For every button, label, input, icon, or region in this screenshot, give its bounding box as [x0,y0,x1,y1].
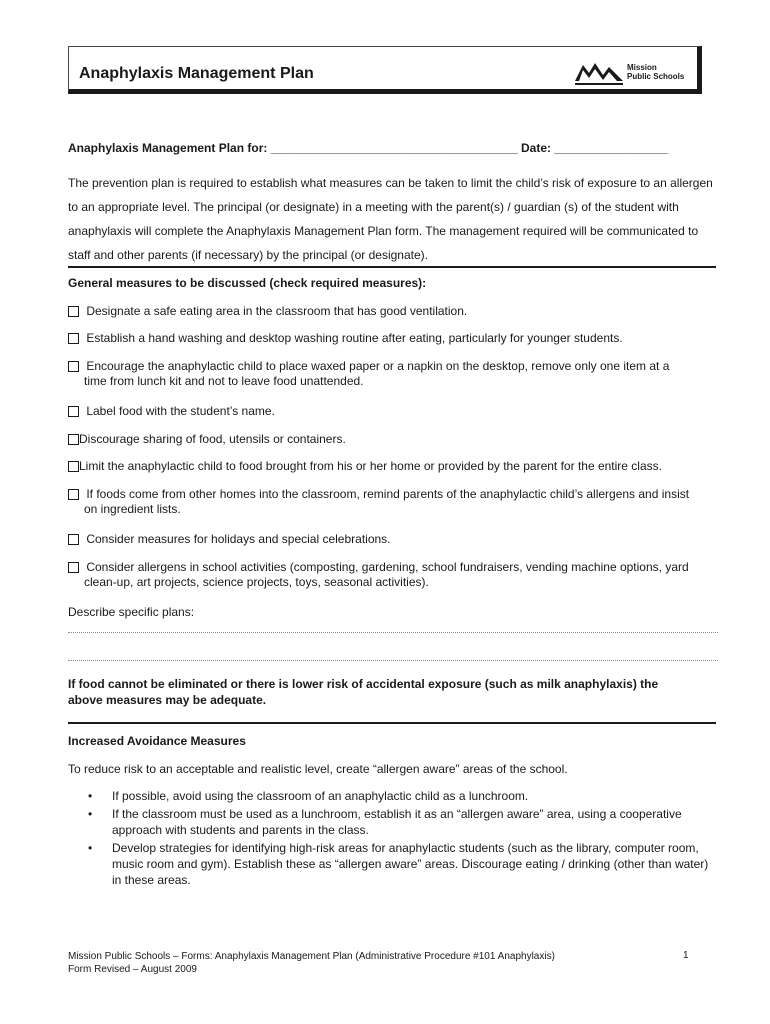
footer-line-1: Mission Public Schools – Forms: Anaphylaxis Management Plan (Administrative Procedure #101 Anaphylaxis) [68,951,555,962]
measure-checkbox-row[interactable] [68,404,720,419]
list-item [88,806,718,838]
measure-label: If foods come from other homes into the classroom, remind parents of the anaphylactic child’s allergens and insist [83,487,690,501]
measure-checkbox-row[interactable] [68,304,720,319]
list-item [88,788,718,804]
bullet: • [88,807,93,821]
measure-label: Designate a safe eating area in the classroom that has good ventilation. [83,304,468,318]
list-item-text: If the classroom must be used as a lunchroom, establish it as an “allergen aware” area, using a cooperative approach with students and parents in the class. [112,807,682,837]
logo-line-2: Public Schools [627,72,685,81]
section-divider [68,266,716,268]
measure-label: Consider allergens in school activities (composting, gardening, school fundraisers, vending machine options, yard [83,560,689,574]
footer [68,950,555,976]
measure-label: Encourage the anaphylactic child to place waxed paper or a napkin on the desktop, remove only one item at a [83,359,670,373]
checkbox[interactable] [68,361,79,372]
measure-label-continued: clean-up, art projects, science projects, toys, seasonal activities). [84,575,429,589]
logo-text [627,63,684,81]
measure-checkbox-row[interactable] [68,560,720,590]
page-number: 1 [683,950,689,961]
footer-line-2: Form Revised – August 2009 [68,964,197,975]
measure-label-continued: time from lunch kit and not to leave food unattended. [84,374,364,388]
if-food-note-line-2: above measures may be adequate. [68,693,267,707]
avoidance-intro: To reduce risk to an acceptable and realistic level, create “allergen aware” areas of the school. [68,762,568,776]
checkbox[interactable] [68,562,79,573]
checkbox[interactable] [68,489,79,500]
intro-paragraph: The prevention plan is required to establish what measures can be taken to limit the child’s risk of exposure to an allergen to an appropriate level. The principal (or designate) in a meeting with the parent(s) / guardian (s) of the student with anaphylaxis will complete the Anaphylaxis Management Plan form. The management required will be communicated to staff and other parents (if necessary) by the principal (or designate). [68,176,713,262]
mountain-logo-icon [573,57,625,87]
measure-checkbox-row[interactable] [68,487,720,517]
checkbox[interactable] [68,434,79,445]
measure-label: Limit the anaphylactic child to food brought from his or her home or provided by the parent for the entire class. [79,459,662,473]
measure-checkbox-row[interactable] [68,459,720,474]
measure-label: Label food with the student’s name. [83,404,275,418]
measure-checkbox-row[interactable] [68,432,720,447]
if-food-note-line-1: If food cannot be eliminated or there is lower risk of accidental exposure (such as milk anaphylaxis) the [68,677,659,691]
checkbox[interactable] [68,333,79,344]
measure-label: Discourage sharing of food, utensils or containers. [79,432,346,446]
avoidance-heading: Increased Avoidance Measures [68,734,246,748]
bullet: • [88,789,93,803]
checkbox[interactable] [68,534,79,545]
avoidance-list [88,788,718,890]
measure-checkbox-row[interactable] [68,359,720,389]
general-measures-heading: General measures to be discussed (check required measures): [68,276,427,290]
mission-public-schools-logo [573,57,689,87]
document-title: Anaphylaxis Management Plan [79,65,314,82]
describe-plans-line[interactable] [68,632,718,633]
checkbox[interactable] [68,406,79,417]
list-item-text: If possible, avoid using the classroom of an anaphylactic child as a lunchroom. [112,789,529,803]
plan-for-line: Anaphylaxis Management Plan for: _____________________________________ Date: _________________ [68,141,668,155]
measure-label-continued: on ingredient lists. [84,502,181,516]
describe-plans-line[interactable] [68,660,718,661]
list-item [88,840,718,888]
measure-checkbox-row[interactable] [68,532,720,547]
list-item-text: Develop strategies for identifying high-risk areas for anaphylactic students (such as the library, computer room, music room and gym). Establish these as “allergen aware” areas. Discourage eating / drinking (other than water) in these areas. [112,841,709,887]
measure-checkbox-row[interactable] [68,331,720,346]
checkbox[interactable] [68,461,79,472]
measure-label: Establish a hand washing and desktop washing routine after eating, particularly for younger students. [83,331,623,345]
checkbox[interactable] [68,306,79,317]
header-box [68,46,702,94]
section-divider [68,722,716,724]
logo-line-1: Mission [627,63,657,72]
bullet: • [88,841,93,855]
describe-plans-label: Describe specific plans: [68,605,195,619]
measure-label: Consider measures for holidays and special celebrations. [83,532,391,546]
